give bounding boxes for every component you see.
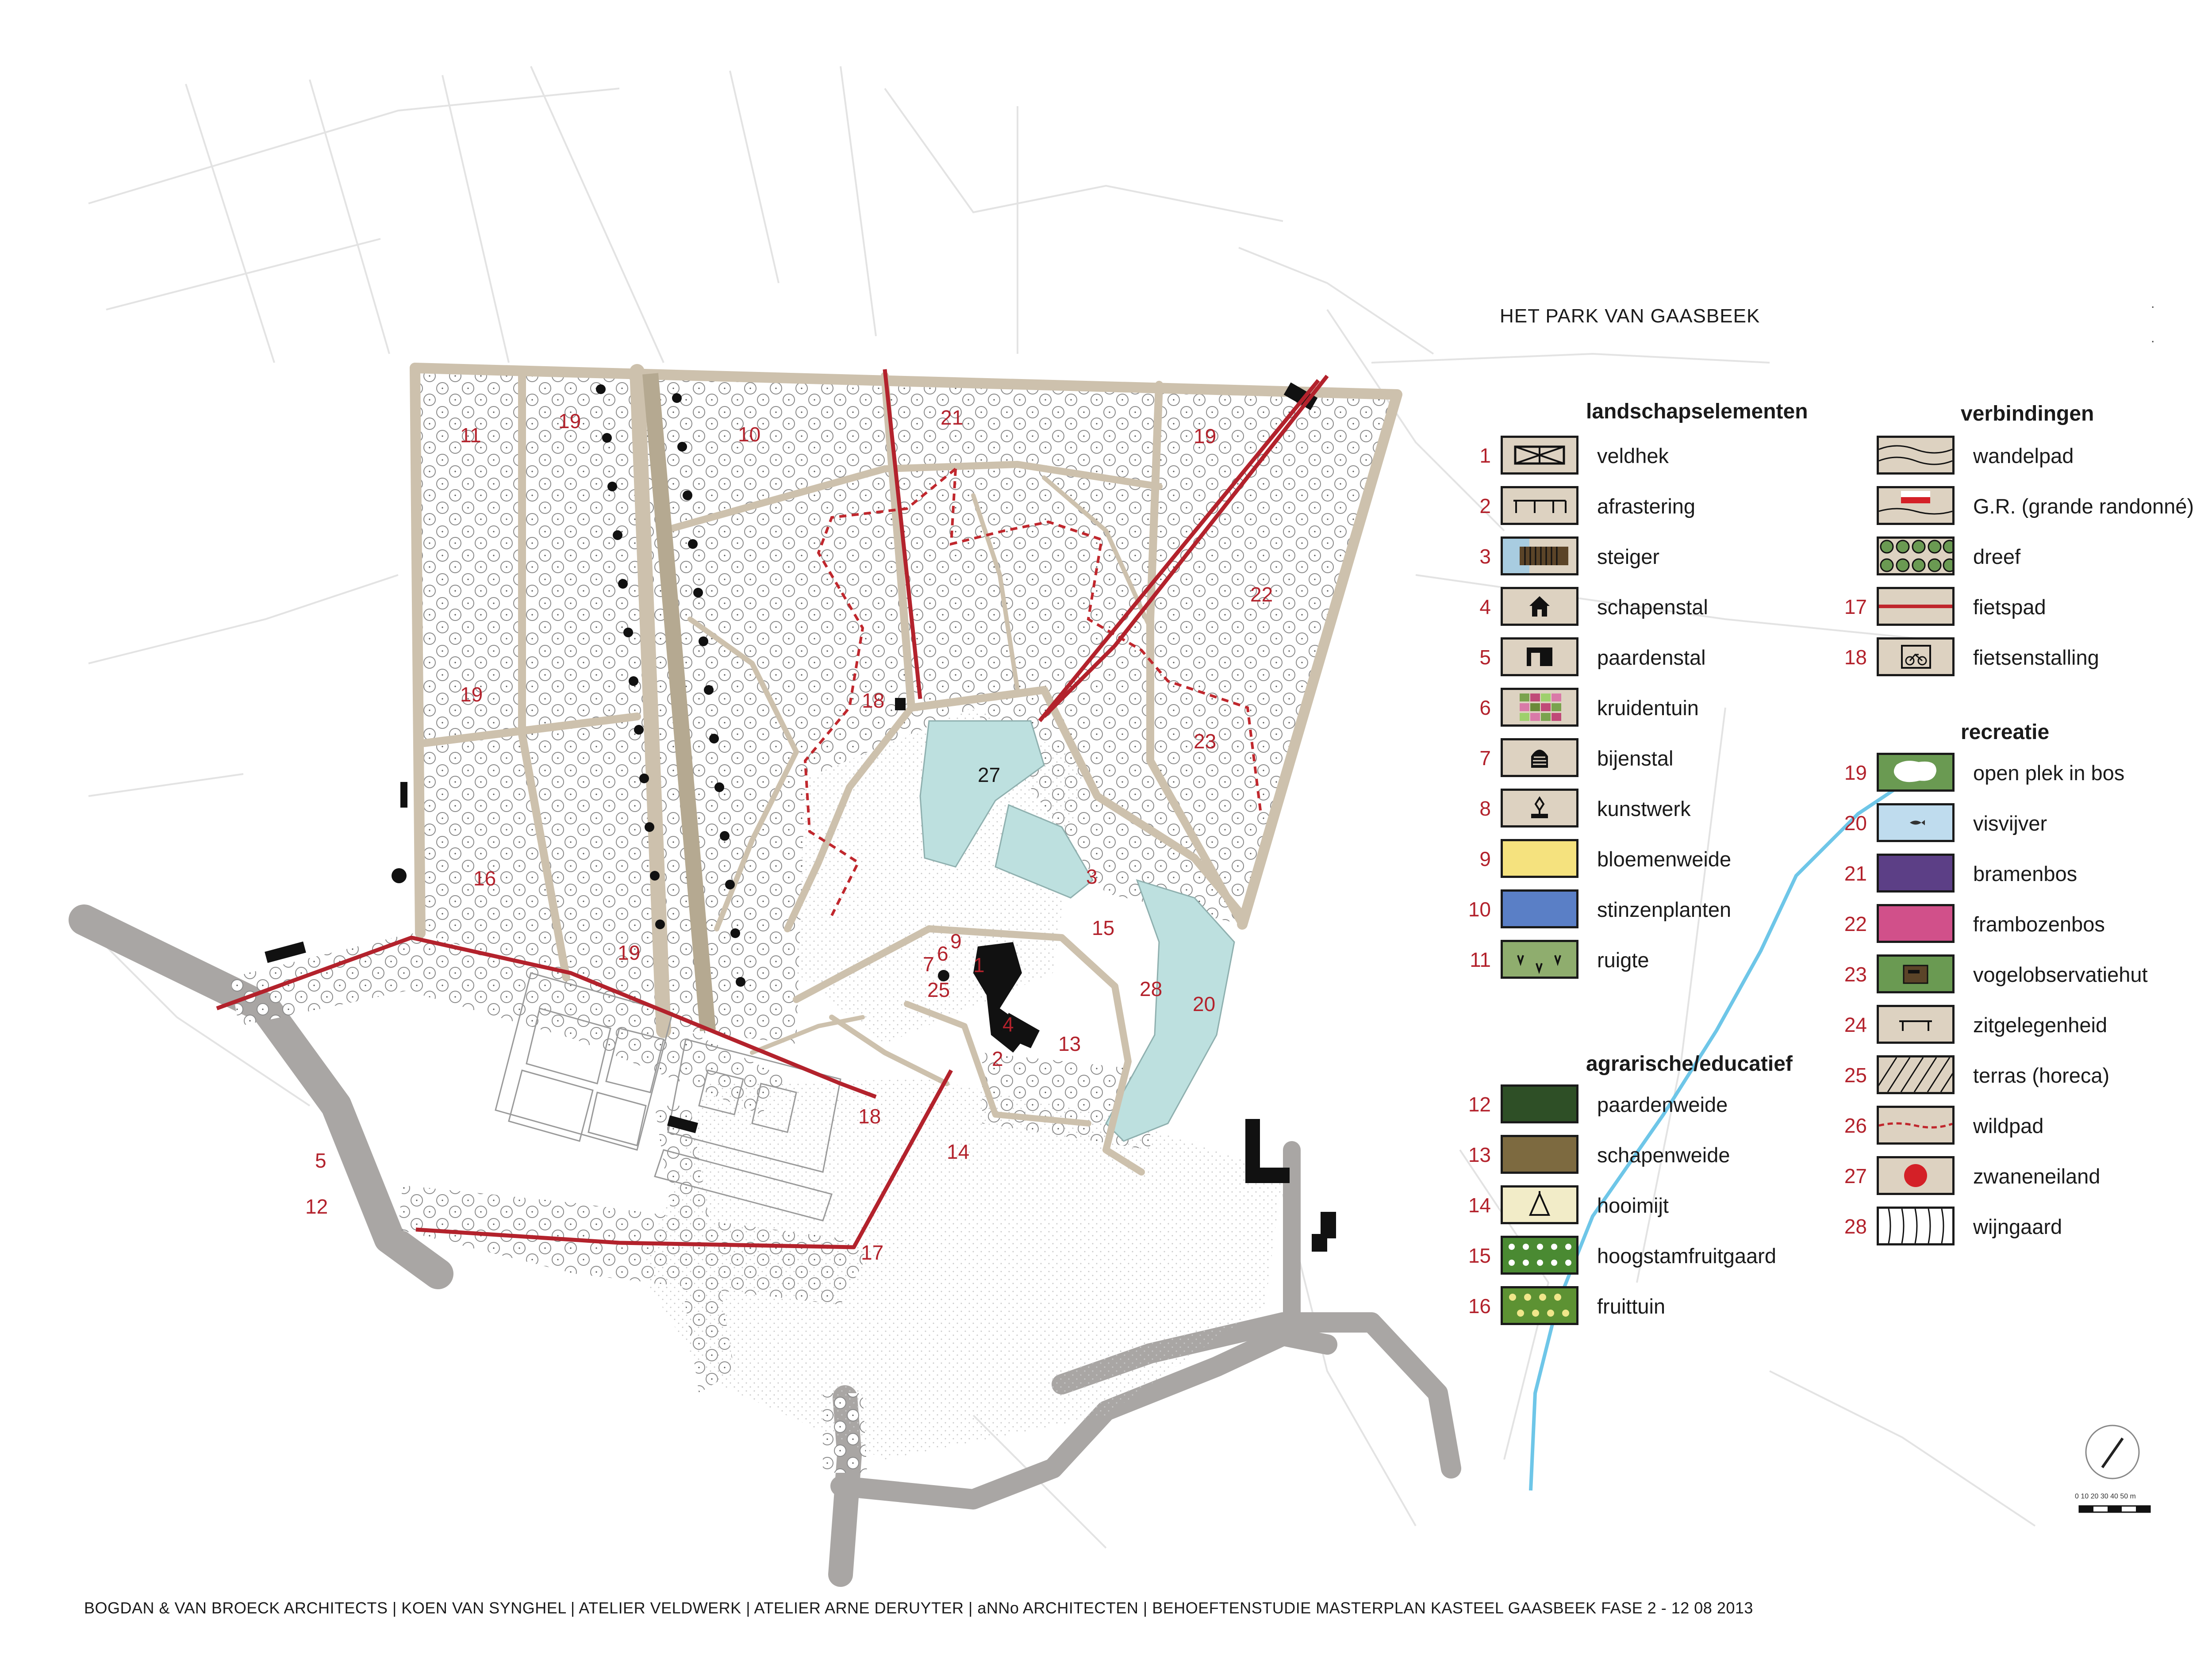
map-label: 19	[1194, 425, 1217, 448]
legend-label: stinzenplanten	[1597, 898, 1732, 921]
game-trail-icon	[1877, 1106, 1955, 1145]
legend-label: bijenstal	[1597, 747, 1674, 770]
legend-number: 26	[1844, 1114, 1867, 1137]
title-dot: .	[2151, 296, 2155, 311]
legend-label: zitgelegenheid	[1973, 1013, 2108, 1037]
sheep-barn-icon	[1501, 587, 1578, 626]
terrace-icon	[1877, 1055, 1955, 1094]
legend-item	[1827, 1055, 2212, 1100]
legend-number: 12	[1468, 1093, 1491, 1116]
map-label: 10	[738, 423, 761, 446]
legend-heading-recreatie: recreatie	[1961, 720, 2050, 744]
legend-item	[1827, 1156, 2212, 1200]
jetty-icon	[1501, 536, 1578, 575]
legend-heading-verbindingen: verbindingen	[1961, 402, 2094, 425]
map-label: 23	[1194, 730, 1217, 753]
map-label: 15	[1092, 916, 1115, 939]
clearing-icon	[1877, 753, 1955, 792]
map-label: 3	[1086, 865, 1098, 888]
map-label: 28	[1140, 977, 1163, 1000]
avenue-icon	[1877, 536, 1955, 575]
legend-number: 19	[1844, 761, 1867, 784]
beehive-icon	[1501, 738, 1578, 777]
legend-label: schapenweide	[1597, 1143, 1730, 1167]
legend-label: veldhek	[1597, 444, 1669, 467]
rough-icon	[1501, 940, 1578, 979]
map-label: 25	[927, 978, 950, 1001]
legend-label: kunstwerk	[1597, 797, 1691, 820]
legend-label: dreef	[1973, 545, 2021, 568]
horse-stable-icon	[1501, 637, 1578, 676]
scale-bar	[2079, 1506, 2150, 1512]
bike-parking-icon	[1877, 637, 1955, 676]
gate-icon	[1501, 436, 1578, 475]
legend-number: 25	[1844, 1064, 1867, 1087]
map-label: 16	[473, 867, 496, 890]
map-label: 22	[1250, 583, 1273, 606]
legend-item	[1451, 688, 1938, 732]
credits-footer: BOGDAN & VAN BROECK ARCHITECTS | KOEN VAN SYNGHEL | ATELIER VELDWERK | ATELIER ARNE DERUYTER | aNNo ARCHITECTEN | BEHOEFTENSTUDIE MASTERPLAN KASTEEL GAASBEEK FASE 2 - 12 08 2013	[84, 1599, 1753, 1617]
legend-number: 5	[1479, 646, 1491, 669]
stinzen-icon	[1501, 889, 1578, 928]
map-label: 19	[558, 410, 581, 433]
legend-number: 23	[1844, 963, 1867, 986]
artwork-icon	[1501, 789, 1578, 828]
map-label: 1	[973, 954, 985, 977]
vineyard-icon	[1877, 1207, 1955, 1245]
legend-number: 27	[1844, 1165, 1867, 1188]
map-label: 7	[923, 953, 934, 976]
north-arrow	[2086, 1425, 2139, 1479]
map-label: 12	[305, 1195, 328, 1218]
legend-label: paardenstal	[1597, 646, 1706, 669]
legend-label: fruittuin	[1597, 1295, 1666, 1318]
legend-number: 2	[1479, 494, 1491, 517]
map-label: 6	[937, 942, 949, 965]
legend-number: 14	[1468, 1194, 1491, 1217]
haystack-icon	[1501, 1185, 1578, 1224]
legend-item	[1827, 436, 2212, 480]
legend-number: 18	[1844, 646, 1867, 669]
legend-label: steiger	[1597, 545, 1660, 568]
legend-item	[1827, 536, 2212, 581]
orchard-icon	[1501, 1236, 1578, 1275]
legend-label: vogelobservatiehut	[1973, 963, 2148, 986]
legend-number: 21	[1844, 862, 1867, 885]
swan-island-icon	[1877, 1156, 1955, 1195]
legend-item	[1827, 1106, 2212, 1150]
footpath-icon	[1877, 436, 1955, 475]
map-label: 5	[315, 1149, 326, 1172]
legend-label: G.R. (grande randonné)	[1973, 494, 2194, 518]
map-label: 18	[862, 689, 885, 712]
bird-hide-icon	[1877, 954, 1955, 993]
legend-number: 10	[1468, 898, 1491, 921]
legend-label: fietspad	[1973, 595, 2046, 619]
legend-label: bloemenweide	[1597, 847, 1732, 871]
legend-item	[1827, 904, 2212, 948]
sheep-pasture-icon	[1501, 1135, 1578, 1174]
legend-label: afrastering	[1597, 494, 1696, 518]
legend-item	[1827, 1005, 2212, 1049]
legend-label: frambozenbos	[1973, 912, 2105, 936]
legend-label: wildpad	[1973, 1114, 2044, 1138]
legend-item	[1827, 753, 2212, 797]
legend-item	[1827, 1207, 2212, 1251]
legend-label: schapenstal	[1597, 595, 1708, 619]
legend-heading-agrarisch: agrarische/educatief	[1586, 1052, 1793, 1076]
fence-icon	[1501, 486, 1578, 525]
legend-label: visvijver	[1973, 812, 2047, 835]
scale-ticks: 0 10 20 30 40 50 m	[2075, 1493, 2136, 1500]
legend-number: 22	[1844, 912, 1867, 935]
raspberry-icon	[1877, 904, 1955, 943]
map-title: HET PARK VAN GAASBEEK	[1500, 305, 1760, 327]
legend-item	[1827, 803, 2212, 847]
legend-number: 20	[1844, 812, 1867, 835]
legend-label: wandelpad	[1973, 444, 2074, 467]
legend-item	[1827, 637, 2212, 682]
legend-label: fietsenstalling	[1973, 646, 2099, 669]
bench-icon	[1877, 1005, 1955, 1044]
blackberry-icon	[1877, 854, 1955, 893]
herb-garden-icon	[1501, 688, 1578, 727]
fruit-garden-icon	[1501, 1286, 1578, 1325]
cycle-path-icon	[1877, 587, 1955, 626]
title-dot: .	[2151, 331, 2155, 345]
legend-number: 17	[1844, 595, 1867, 618]
legend-label: hoogstamfruitgaard	[1597, 1244, 1776, 1268]
map-label: 4	[1002, 1013, 1014, 1036]
legend-number: 8	[1479, 797, 1491, 820]
map-label: 2	[992, 1047, 1003, 1070]
legend-label: open plek in bos	[1973, 761, 2125, 785]
map-label: 27	[978, 763, 1001, 786]
map-label: 14	[947, 1140, 970, 1163]
legend-label: zwaneneiland	[1973, 1165, 2101, 1188]
legend-label: terras (horeca)	[1973, 1064, 2110, 1087]
legend-label: ruigte	[1597, 948, 1649, 972]
legend-number: 24	[1844, 1013, 1867, 1036]
legend-number: 6	[1479, 696, 1491, 719]
legend-number: 1	[1479, 444, 1491, 467]
legend-number: 15	[1468, 1244, 1491, 1267]
legend-label: hooimijt	[1597, 1194, 1669, 1217]
legend-item	[1827, 486, 2212, 530]
map-label: 19	[618, 941, 641, 964]
map-label: 13	[1058, 1032, 1081, 1055]
legend-number: 11	[1470, 948, 1491, 971]
map-label: 18	[858, 1105, 881, 1128]
legend-label: paardenweide	[1597, 1093, 1728, 1116]
map-label: 17	[861, 1241, 884, 1264]
legend-number: 28	[1844, 1215, 1867, 1238]
legend-label: bramenbos	[1973, 862, 2078, 885]
flower-meadow-icon	[1501, 839, 1578, 878]
legend-number: 16	[1468, 1295, 1491, 1318]
legend-number: 3	[1479, 545, 1491, 568]
map-label: 19	[460, 683, 483, 706]
map-label: 11	[460, 424, 481, 447]
legend-heading-landschap: landschapselementen	[1586, 400, 1808, 423]
legend-item	[1827, 587, 2212, 631]
legend-number: 9	[1479, 847, 1491, 870]
fish-pond-icon	[1877, 803, 1955, 842]
legend-label: kruidentuin	[1597, 696, 1699, 720]
map-label: 20	[1193, 992, 1216, 1015]
legend-item	[1827, 954, 2212, 999]
legend-item	[1451, 1286, 1938, 1330]
legend-number: 7	[1479, 747, 1491, 770]
horse-pasture-icon	[1501, 1084, 1578, 1123]
legend-label: wijngaard	[1973, 1215, 2062, 1238]
legend-item	[1827, 854, 2212, 898]
map-label: 9	[950, 930, 962, 953]
legend-number: 13	[1468, 1143, 1491, 1166]
legend-number: 4	[1479, 595, 1491, 618]
map-label: 21	[941, 406, 964, 429]
gr-route-icon	[1877, 486, 1955, 525]
